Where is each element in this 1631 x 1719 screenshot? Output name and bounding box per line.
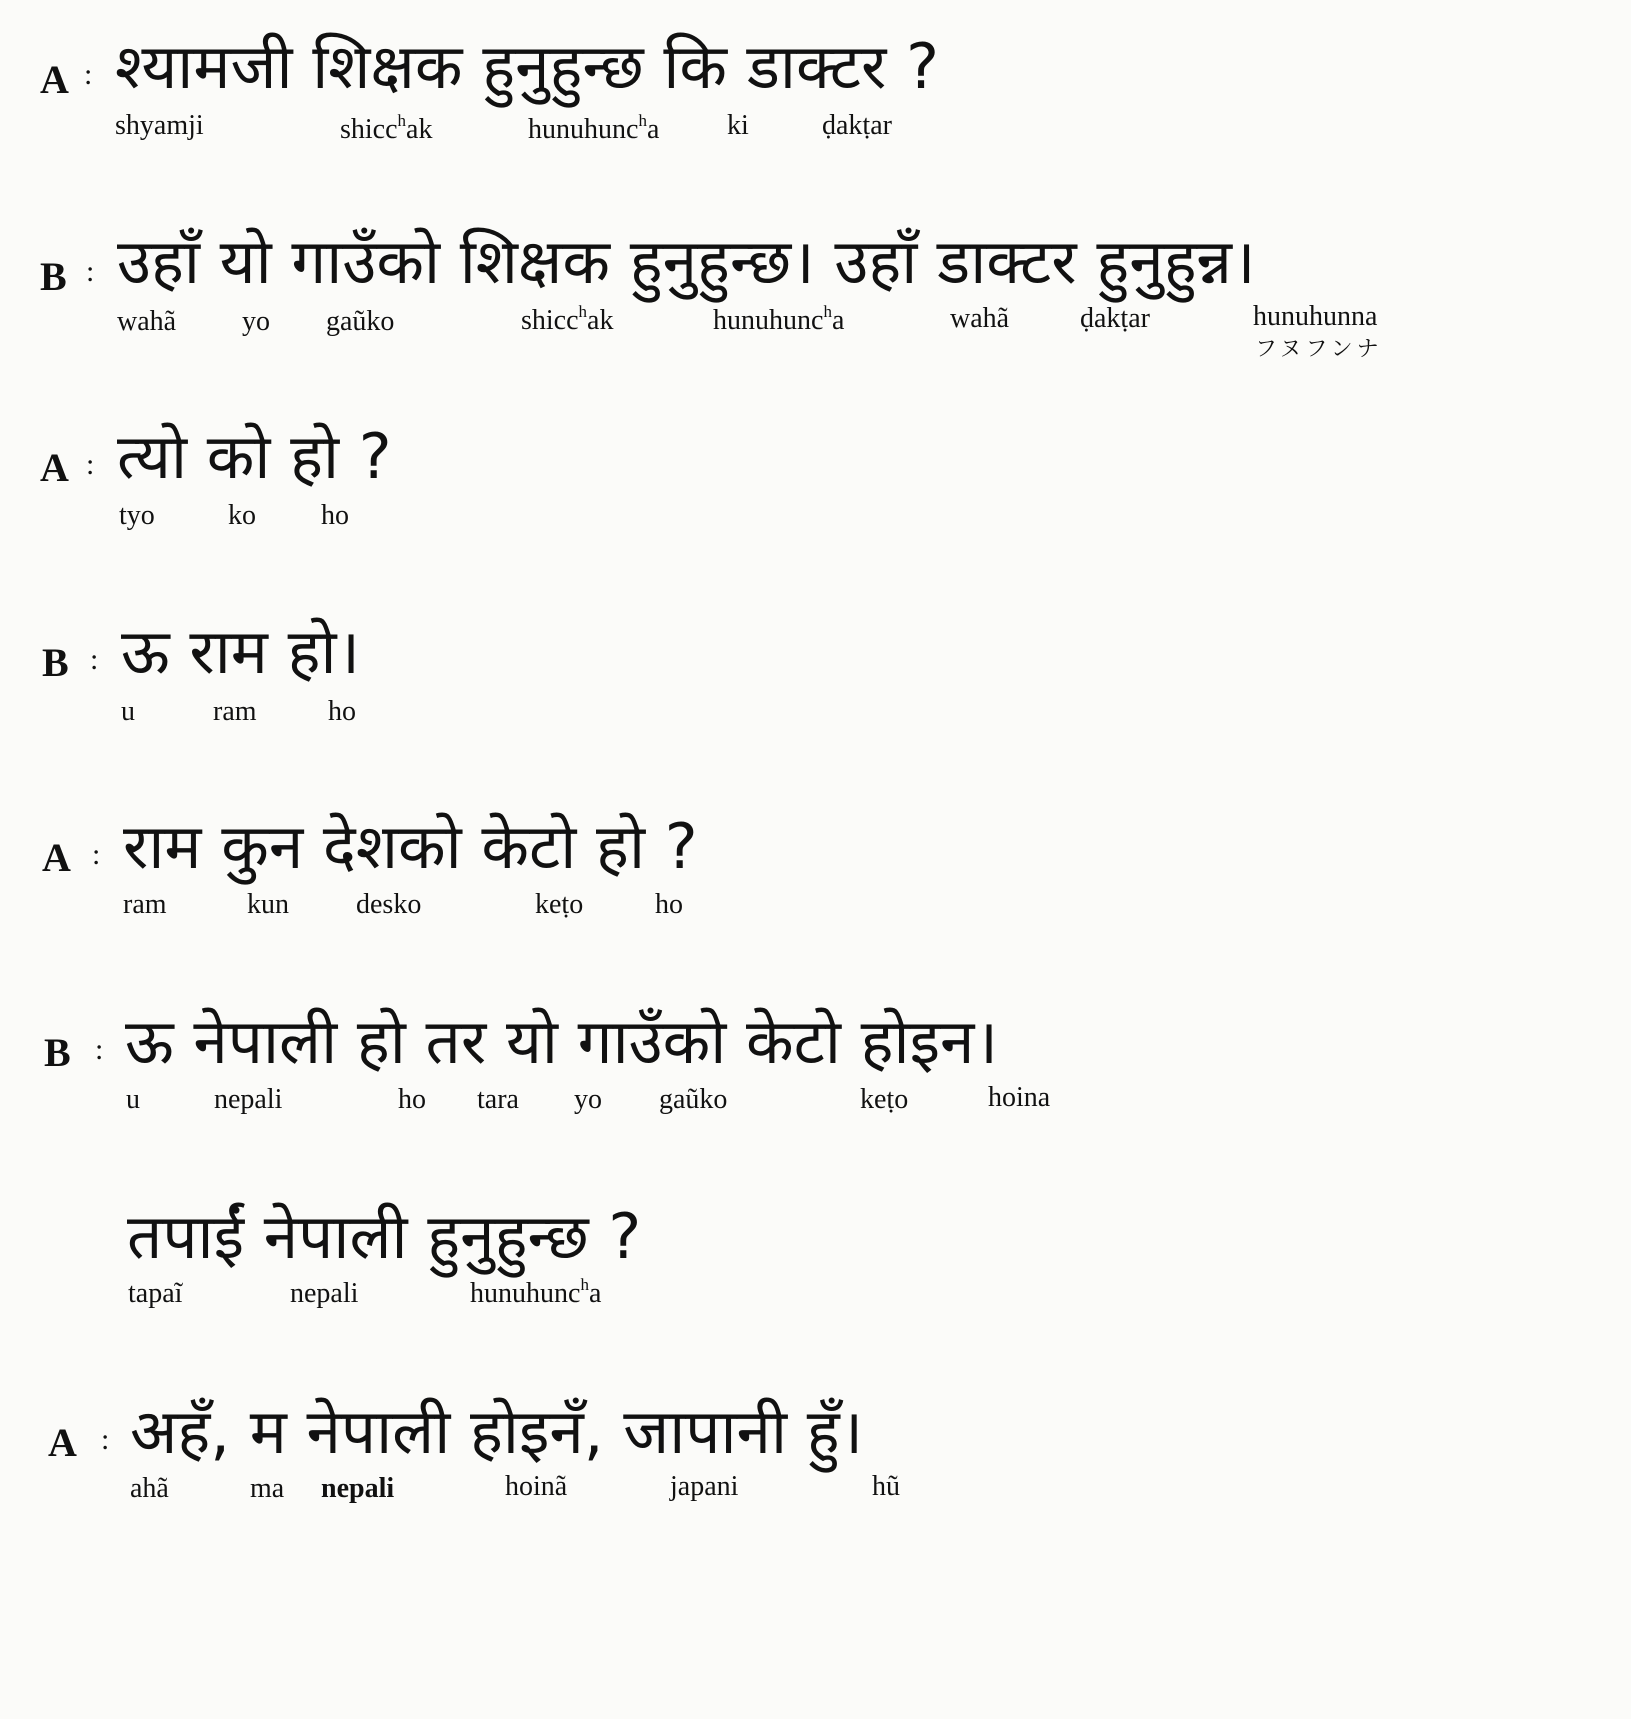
romanized-word: hũ xyxy=(872,1471,900,1502)
nepali-sentence: ऊ नेपाली हो तर यो गाउँको केटो होइन। xyxy=(125,1005,998,1078)
romanized-word: ahã xyxy=(130,1473,169,1504)
romanized-word: shicc$^h$ak xyxy=(340,111,433,145)
romanized-word: hoinã xyxy=(505,1471,568,1502)
romanized-word: gaũko xyxy=(659,1084,728,1115)
romanized-word: yo xyxy=(242,306,270,337)
romanized-word: u xyxy=(121,696,135,727)
romanized-word: desko xyxy=(356,889,422,920)
romanized-word: shyamji xyxy=(115,110,204,141)
romanized-word: tapaĩ xyxy=(128,1278,183,1309)
romanized-word: hunuhunc$^h$a xyxy=(713,302,845,336)
romanized-word: ki xyxy=(727,110,749,141)
speaker-colon: : xyxy=(90,643,99,676)
romanized-word: ho xyxy=(398,1084,426,1115)
nepali-sentence: त्यो को हो ? xyxy=(117,420,392,493)
romanized-word: wahã xyxy=(117,306,177,337)
romanized-word: japani xyxy=(670,1471,739,1502)
romanized-word: u xyxy=(126,1084,140,1115)
dialogue-line-8 xyxy=(0,1395,1631,1595)
romanized-word: hunuhunna xyxy=(1253,301,1378,332)
nepali-sentence: उहाँ यो गाउँको शिक्षक हुनुहुन्छ। उहाँ डाक्टर हुनुहुन्न। xyxy=(117,225,1256,298)
japanese-reading: フヌフンナ xyxy=(1255,337,1383,362)
dialogue-line-3 xyxy=(0,420,1631,620)
romanized-word: ram xyxy=(213,696,257,727)
romanized-word: shicc$^h$ak xyxy=(521,302,614,336)
romanized-word: ko xyxy=(228,500,256,531)
speaker-label: A xyxy=(48,1420,77,1465)
dialogue-line-6 xyxy=(0,1005,1631,1205)
romanized-word: hunuhunc$^h$a xyxy=(528,111,660,145)
romanized-word: ho xyxy=(328,696,356,727)
speaker-colon: : xyxy=(101,1423,110,1456)
romanized-word: tara xyxy=(477,1084,519,1115)
romanized-word: ma xyxy=(250,1473,285,1504)
romanized-word: wahã xyxy=(950,303,1010,334)
speaker-colon: : xyxy=(92,838,101,871)
romanized-word: hoina xyxy=(988,1082,1051,1113)
nepali-sentence: अहँ, म नेपाली होइनँ, जापानी हुँ। xyxy=(130,1395,864,1468)
romanized-word: gaũko xyxy=(326,306,395,337)
speaker-colon: : xyxy=(95,1033,104,1066)
romanized-word: hunuhunc$^h$a xyxy=(470,1275,602,1309)
speaker-label: A xyxy=(40,57,69,102)
romanized-word: ho xyxy=(321,500,349,531)
nepali-sentence: श्यामजी शिक्षक हुनुहुन्छ कि डाक्टर ? xyxy=(115,30,939,103)
nepali-sentence: ऊ राम हो। xyxy=(121,615,361,688)
speaker-label: A xyxy=(42,835,71,880)
romanized-word: nepali xyxy=(214,1084,283,1115)
nepali-sentence: राम कुन देशको केटो हो ? xyxy=(123,810,698,883)
romanized-word: keṭo xyxy=(860,1084,909,1115)
romanized-word: kun xyxy=(247,889,289,920)
dialogue-line-7 xyxy=(0,1200,1631,1400)
speaker-label: A xyxy=(40,445,69,490)
dialogue-line-5 xyxy=(0,810,1631,1010)
romanized-word: keṭo xyxy=(535,889,584,920)
speaker-colon: : xyxy=(84,58,93,91)
romanized-word: nepali xyxy=(290,1278,359,1309)
dialogue-line-2 xyxy=(0,225,1631,425)
romanized-word: ho xyxy=(655,889,683,920)
speaker-colon: : xyxy=(86,255,95,288)
dialogue-line-1 xyxy=(0,30,1631,230)
romanized-word: ḍakṭar xyxy=(1080,303,1150,334)
nepali-sentence: तपाईं नेपाली हुनुहुन्छ ? xyxy=(127,1200,642,1273)
romanized-word: nepali xyxy=(321,1473,395,1504)
romanized-word: ram xyxy=(123,889,167,920)
romanized-word: yo xyxy=(574,1084,602,1115)
dialogue-line-4 xyxy=(0,615,1631,815)
romanized-word: ḍakṭar xyxy=(822,110,892,141)
speaker-label: B xyxy=(44,1030,71,1075)
romanized-word: tyo xyxy=(119,500,155,531)
speaker-label: B xyxy=(42,640,69,685)
speaker-colon: : xyxy=(86,448,95,481)
speaker-label: B xyxy=(40,254,67,299)
